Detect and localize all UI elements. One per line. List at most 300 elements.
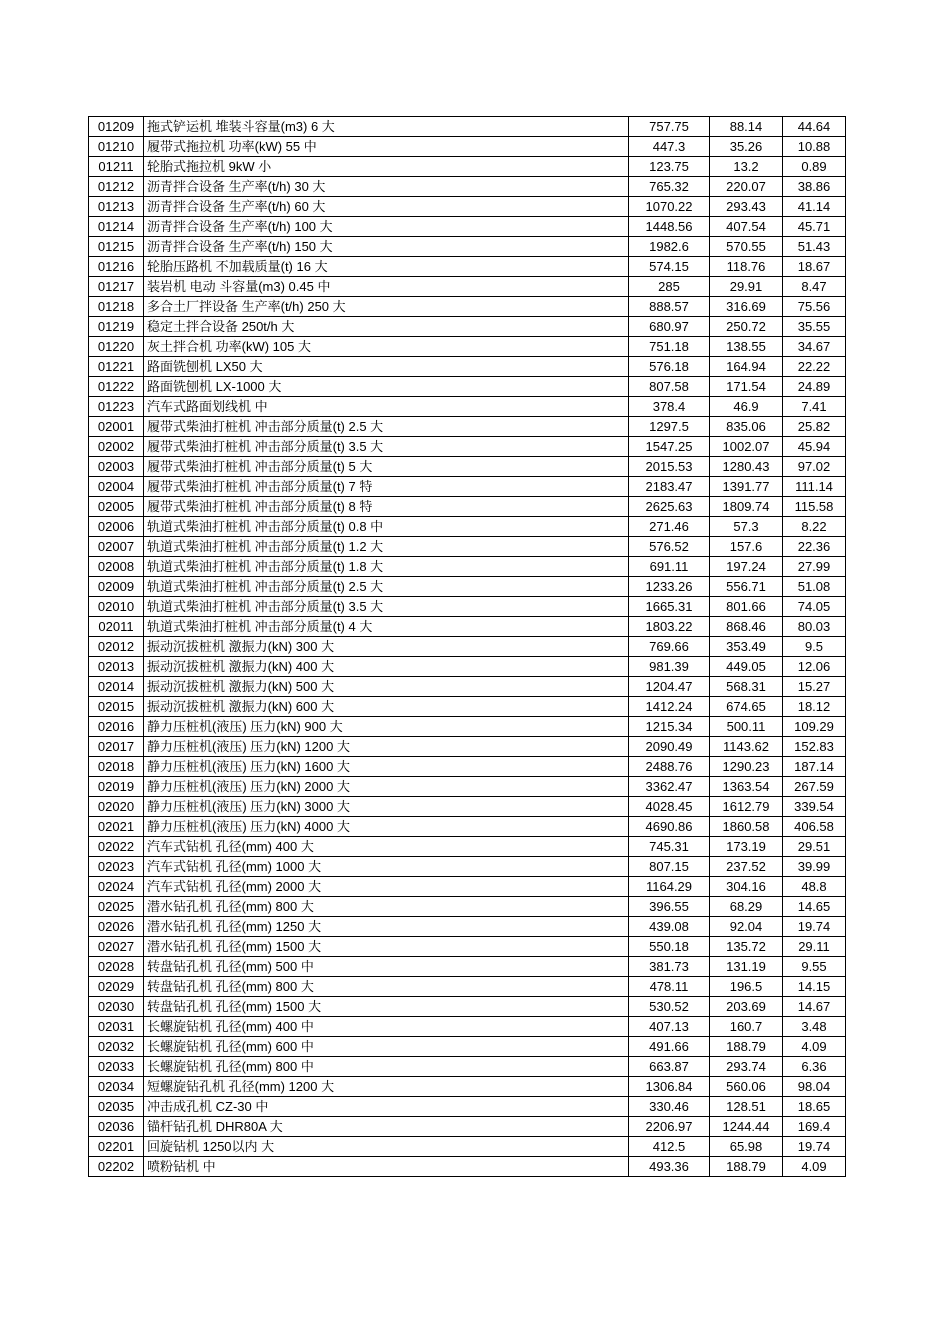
machine-name-cell: 回旋钻机 1250以内 大: [144, 1137, 629, 1157]
machine-code-cell: 01214: [89, 217, 144, 237]
repair-cost-cell: 45.94: [783, 437, 846, 457]
price-cell: 757.75: [629, 117, 710, 137]
depreciation-cell: 203.69: [710, 997, 783, 1017]
repair-cost-cell: 14.65: [783, 897, 846, 917]
table-row: [89, 377, 846, 397]
repair-cost-cell: 152.83: [783, 737, 846, 757]
price-cell: 1448.56: [629, 217, 710, 237]
price-cell: 1665.31: [629, 597, 710, 617]
depreciation-cell: 131.19: [710, 957, 783, 977]
depreciation-cell: 353.49: [710, 637, 783, 657]
table-row: [89, 577, 846, 597]
price-cell: 680.97: [629, 317, 710, 337]
depreciation-cell: 868.46: [710, 617, 783, 637]
price-cell: 981.39: [629, 657, 710, 677]
price-cell: 412.5: [629, 1137, 710, 1157]
machine-name-cell: 履带式柴油打桩机 冲击部分质量(t) 7 特: [144, 477, 629, 497]
machine-code-cell: 01211: [89, 157, 144, 177]
table-row: [89, 797, 846, 817]
table-row: [89, 517, 846, 537]
depreciation-cell: 1391.77: [710, 477, 783, 497]
price-cell: 1412.24: [629, 697, 710, 717]
depreciation-cell: 173.19: [710, 837, 783, 857]
machine-code-cell: 01223: [89, 397, 144, 417]
machine-code-cell: 02007: [89, 537, 144, 557]
depreciation-cell: 138.55: [710, 337, 783, 357]
table-row: [89, 537, 846, 557]
table-row: [89, 1057, 846, 1077]
depreciation-cell: 1244.44: [710, 1117, 783, 1137]
price-cell: 378.4: [629, 397, 710, 417]
repair-cost-cell: 44.64: [783, 117, 846, 137]
machine-name-cell: 静力压桩机(液压) 压力(kN) 4000 大: [144, 817, 629, 837]
depreciation-cell: 65.98: [710, 1137, 783, 1157]
depreciation-cell: 1002.07: [710, 437, 783, 457]
depreciation-cell: 118.76: [710, 257, 783, 277]
machine-name-cell: 短螺旋钻孔机 孔径(mm) 1200 大: [144, 1077, 629, 1097]
depreciation-cell: 570.55: [710, 237, 783, 257]
machine-name-cell: 履带式柴油打桩机 冲击部分质量(t) 2.5 大: [144, 417, 629, 437]
machine-name-cell: 静力压桩机(液压) 压力(kN) 1600 大: [144, 757, 629, 777]
table-row: [89, 737, 846, 757]
table-body: [89, 117, 846, 1177]
price-cell: 2206.97: [629, 1117, 710, 1137]
repair-cost-cell: 6.36: [783, 1057, 846, 1077]
table-row: [89, 937, 846, 957]
price-cell: 4028.45: [629, 797, 710, 817]
machine-name-cell: 静力压桩机(液压) 压力(kN) 3000 大: [144, 797, 629, 817]
price-cell: 285: [629, 277, 710, 297]
price-cell: 663.87: [629, 1057, 710, 1077]
depreciation-cell: 196.5: [710, 977, 783, 997]
repair-cost-cell: 41.14: [783, 197, 846, 217]
repair-cost-cell: 34.67: [783, 337, 846, 357]
machine-code-cell: 02026: [89, 917, 144, 937]
repair-cost-cell: 98.04: [783, 1077, 846, 1097]
repair-cost-cell: 109.29: [783, 717, 846, 737]
price-cell: 1070.22: [629, 197, 710, 217]
machine-name-cell: 轨道式柴油打桩机 冲击部分质量(t) 1.8 大: [144, 557, 629, 577]
machine-name-cell: 汽车式钻机 孔径(mm) 2000 大: [144, 877, 629, 897]
table-row: [89, 157, 846, 177]
table-row: [89, 957, 846, 977]
machine-name-cell: 长螺旋钻机 孔径(mm) 600 中: [144, 1037, 629, 1057]
repair-cost-cell: 22.36: [783, 537, 846, 557]
machine-name-cell: 静力压桩机(液压) 压力(kN) 900 大: [144, 717, 629, 737]
machine-code-cell: 01222: [89, 377, 144, 397]
table-row: [89, 817, 846, 837]
machine-name-cell: 装岩机 电动 斗容量(m3) 0.45 中: [144, 277, 629, 297]
machine-code-cell: 02034: [89, 1077, 144, 1097]
repair-cost-cell: 22.22: [783, 357, 846, 377]
table-row: [89, 237, 846, 257]
machine-name-cell: 转盘钻孔机 孔径(mm) 500 中: [144, 957, 629, 977]
repair-cost-cell: 18.65: [783, 1097, 846, 1117]
depreciation-cell: 135.72: [710, 937, 783, 957]
machine-code-cell: 02031: [89, 1017, 144, 1037]
table-row: [89, 857, 846, 877]
depreciation-cell: 556.71: [710, 577, 783, 597]
price-cell: 407.13: [629, 1017, 710, 1037]
machine-name-cell: 履带式柴油打桩机 冲击部分质量(t) 3.5 大: [144, 437, 629, 457]
machine-code-cell: 02010: [89, 597, 144, 617]
repair-cost-cell: 7.41: [783, 397, 846, 417]
repair-cost-cell: 169.4: [783, 1117, 846, 1137]
depreciation-cell: 35.26: [710, 137, 783, 157]
depreciation-cell: 171.54: [710, 377, 783, 397]
price-cell: 381.73: [629, 957, 710, 977]
price-cell: 1803.22: [629, 617, 710, 637]
machine-code-cell: 02032: [89, 1037, 144, 1057]
repair-cost-cell: 115.58: [783, 497, 846, 517]
machine-name-cell: 长螺旋钻机 孔径(mm) 800 中: [144, 1057, 629, 1077]
price-cell: 478.11: [629, 977, 710, 997]
machine-code-cell: 02030: [89, 997, 144, 1017]
machine-name-cell: 锚杆钻孔机 DHR80A 大: [144, 1117, 629, 1137]
table-row: [89, 1017, 846, 1037]
machine-code-cell: 01216: [89, 257, 144, 277]
machine-code-cell: 02018: [89, 757, 144, 777]
repair-cost-cell: 406.58: [783, 817, 846, 837]
machine-name-cell: 轨道式柴油打桩机 冲击部分质量(t) 1.2 大: [144, 537, 629, 557]
machine-name-cell: 振动沉拔桩机 激振力(kN) 500 大: [144, 677, 629, 697]
depreciation-cell: 1363.54: [710, 777, 783, 797]
machine-name-cell: 沥青拌合设备 生产率(t/h) 100 大: [144, 217, 629, 237]
table-row: [89, 1077, 846, 1097]
price-cell: 447.3: [629, 137, 710, 157]
price-cell: 1233.26: [629, 577, 710, 597]
depreciation-cell: 57.3: [710, 517, 783, 537]
table-row: [89, 297, 846, 317]
price-cell: 745.31: [629, 837, 710, 857]
table-row: [89, 137, 846, 157]
machinery-price-table: [88, 116, 846, 1177]
depreciation-cell: 801.66: [710, 597, 783, 617]
table-row: [89, 337, 846, 357]
repair-cost-cell: 4.09: [783, 1157, 846, 1177]
machine-name-cell: 轨道式柴油打桩机 冲击部分质量(t) 3.5 大: [144, 597, 629, 617]
price-cell: 2090.49: [629, 737, 710, 757]
machine-code-cell: 02028: [89, 957, 144, 977]
machine-name-cell: 转盘钻孔机 孔径(mm) 800 大: [144, 977, 629, 997]
table-row: [89, 557, 846, 577]
machine-code-cell: 01219: [89, 317, 144, 337]
machine-code-cell: 01210: [89, 137, 144, 157]
machine-name-cell: 喷粉钻机 中: [144, 1157, 629, 1177]
machine-code-cell: 02022: [89, 837, 144, 857]
machine-code-cell: 01220: [89, 337, 144, 357]
repair-cost-cell: 10.88: [783, 137, 846, 157]
repair-cost-cell: 74.05: [783, 597, 846, 617]
depreciation-cell: 188.79: [710, 1157, 783, 1177]
depreciation-cell: 1143.62: [710, 737, 783, 757]
repair-cost-cell: 9.5: [783, 637, 846, 657]
depreciation-cell: 68.29: [710, 897, 783, 917]
repair-cost-cell: 97.02: [783, 457, 846, 477]
depreciation-cell: 560.06: [710, 1077, 783, 1097]
depreciation-cell: 46.9: [710, 397, 783, 417]
table-row: [89, 637, 846, 657]
price-cell: 493.36: [629, 1157, 710, 1177]
machine-name-cell: 潜水钻孔机 孔径(mm) 1250 大: [144, 917, 629, 937]
machine-code-cell: 02027: [89, 937, 144, 957]
machine-code-cell: 02036: [89, 1117, 144, 1137]
table-row: [89, 117, 846, 137]
machine-name-cell: 振动沉拔桩机 激振力(kN) 600 大: [144, 697, 629, 717]
machine-code-cell: 02001: [89, 417, 144, 437]
repair-cost-cell: 0.89: [783, 157, 846, 177]
machine-code-cell: 02013: [89, 657, 144, 677]
price-cell: 396.55: [629, 897, 710, 917]
depreciation-cell: 220.07: [710, 177, 783, 197]
price-cell: 330.46: [629, 1097, 710, 1117]
price-cell: 3362.47: [629, 777, 710, 797]
machine-name-cell: 轮胎式拖拉机 9kW 小: [144, 157, 629, 177]
machine-name-cell: 稳定土拌合设备 250t/h 大: [144, 317, 629, 337]
depreciation-cell: 197.24: [710, 557, 783, 577]
machine-name-cell: 潜水钻孔机 孔径(mm) 1500 大: [144, 937, 629, 957]
machine-name-cell: 潜水钻孔机 孔径(mm) 800 大: [144, 897, 629, 917]
repair-cost-cell: 14.15: [783, 977, 846, 997]
repair-cost-cell: 339.54: [783, 797, 846, 817]
machine-name-cell: 履带式拖拉机 功率(kW) 55 中: [144, 137, 629, 157]
machine-code-cell: 02008: [89, 557, 144, 577]
repair-cost-cell: 8.47: [783, 277, 846, 297]
depreciation-cell: 449.05: [710, 657, 783, 677]
repair-cost-cell: 51.08: [783, 577, 846, 597]
machine-code-cell: 02202: [89, 1157, 144, 1177]
machine-code-cell: 01215: [89, 237, 144, 257]
repair-cost-cell: 45.71: [783, 217, 846, 237]
table-row: [89, 717, 846, 737]
depreciation-cell: 13.2: [710, 157, 783, 177]
machine-code-cell: 01213: [89, 197, 144, 217]
depreciation-cell: 188.79: [710, 1037, 783, 1057]
machine-name-cell: 沥青拌合设备 生产率(t/h) 30 大: [144, 177, 629, 197]
machine-name-cell: 汽车式钻机 孔径(mm) 1000 大: [144, 857, 629, 877]
machine-code-cell: 02012: [89, 637, 144, 657]
price-cell: 1306.84: [629, 1077, 710, 1097]
depreciation-cell: 250.72: [710, 317, 783, 337]
price-cell: 491.66: [629, 1037, 710, 1057]
table-row: [89, 277, 846, 297]
machine-name-cell: 轨道式柴油打桩机 冲击部分质量(t) 4 大: [144, 617, 629, 637]
machine-code-cell: 01212: [89, 177, 144, 197]
depreciation-cell: 88.14: [710, 117, 783, 137]
machine-name-cell: 静力压桩机(液压) 压力(kN) 1200 大: [144, 737, 629, 757]
depreciation-cell: 293.43: [710, 197, 783, 217]
price-cell: 888.57: [629, 297, 710, 317]
table-row: [89, 917, 846, 937]
depreciation-cell: 1612.79: [710, 797, 783, 817]
depreciation-cell: 835.06: [710, 417, 783, 437]
repair-cost-cell: 12.06: [783, 657, 846, 677]
table-row: [89, 597, 846, 617]
repair-cost-cell: 29.11: [783, 937, 846, 957]
table-row: [89, 437, 846, 457]
repair-cost-cell: 25.82: [783, 417, 846, 437]
repair-cost-cell: 48.8: [783, 877, 846, 897]
machine-code-cell: 02024: [89, 877, 144, 897]
table-row: [89, 457, 846, 477]
table-row: [89, 357, 846, 377]
table-row: [89, 1117, 846, 1137]
depreciation-cell: 407.54: [710, 217, 783, 237]
machine-code-cell: 02014: [89, 677, 144, 697]
repair-cost-cell: 75.56: [783, 297, 846, 317]
price-cell: 1164.29: [629, 877, 710, 897]
machine-code-cell: 02019: [89, 777, 144, 797]
depreciation-cell: 316.69: [710, 297, 783, 317]
machine-name-cell: 汽车式钻机 孔径(mm) 400 大: [144, 837, 629, 857]
repair-cost-cell: 3.48: [783, 1017, 846, 1037]
table-row: [89, 417, 846, 437]
table-row: [89, 177, 846, 197]
machine-code-cell: 01218: [89, 297, 144, 317]
price-cell: 691.11: [629, 557, 710, 577]
table-row: [89, 397, 846, 417]
machine-name-cell: 灰土拌合机 功率(kW) 105 大: [144, 337, 629, 357]
machine-name-cell: 静力压桩机(液压) 压力(kN) 2000 大: [144, 777, 629, 797]
machine-code-cell: 02020: [89, 797, 144, 817]
repair-cost-cell: 267.59: [783, 777, 846, 797]
machine-name-cell: 冲击成孔机 CZ-30 中: [144, 1097, 629, 1117]
machine-code-cell: 01217: [89, 277, 144, 297]
machine-code-cell: 02006: [89, 517, 144, 537]
table-row: [89, 977, 846, 997]
machine-code-cell: 02025: [89, 897, 144, 917]
machine-name-cell: 沥青拌合设备 生产率(t/h) 150 大: [144, 237, 629, 257]
table-row: [89, 497, 846, 517]
price-cell: 530.52: [629, 997, 710, 1017]
machine-name-cell: 振动沉拔桩机 激振力(kN) 300 大: [144, 637, 629, 657]
repair-cost-cell: 4.09: [783, 1037, 846, 1057]
machine-code-cell: 02003: [89, 457, 144, 477]
repair-cost-cell: 9.55: [783, 957, 846, 977]
table-row: [89, 837, 846, 857]
table-row: [89, 217, 846, 237]
table-row: [89, 677, 846, 697]
repair-cost-cell: 29.51: [783, 837, 846, 857]
depreciation-cell: 1280.43: [710, 457, 783, 477]
table-row: [89, 617, 846, 637]
machine-code-cell: 02017: [89, 737, 144, 757]
table-row: [89, 997, 846, 1017]
depreciation-cell: 1290.23: [710, 757, 783, 777]
depreciation-cell: 157.6: [710, 537, 783, 557]
price-cell: 574.15: [629, 257, 710, 277]
price-cell: 2488.76: [629, 757, 710, 777]
repair-cost-cell: 187.14: [783, 757, 846, 777]
depreciation-cell: 293.74: [710, 1057, 783, 1077]
price-cell: 576.18: [629, 357, 710, 377]
machine-code-cell: 01221: [89, 357, 144, 377]
machine-name-cell: 路面铣刨机 LX50 大: [144, 357, 629, 377]
repair-cost-cell: 24.89: [783, 377, 846, 397]
price-cell: 807.58: [629, 377, 710, 397]
repair-cost-cell: 14.67: [783, 997, 846, 1017]
machine-name-cell: 轨道式柴油打桩机 冲击部分质量(t) 0.8 中: [144, 517, 629, 537]
machine-name-cell: 路面铣刨机 LX-1000 大: [144, 377, 629, 397]
price-cell: 807.15: [629, 857, 710, 877]
machine-name-cell: 履带式柴油打桩机 冲击部分质量(t) 8 特: [144, 497, 629, 517]
price-cell: 1297.5: [629, 417, 710, 437]
machine-name-cell: 履带式柴油打桩机 冲击部分质量(t) 5 大: [144, 457, 629, 477]
price-cell: 439.08: [629, 917, 710, 937]
repair-cost-cell: 80.03: [783, 617, 846, 637]
machine-code-cell: 02002: [89, 437, 144, 457]
price-cell: 1982.6: [629, 237, 710, 257]
repair-cost-cell: 8.22: [783, 517, 846, 537]
repair-cost-cell: 39.99: [783, 857, 846, 877]
price-cell: 751.18: [629, 337, 710, 357]
price-cell: 2625.63: [629, 497, 710, 517]
machine-code-cell: 02033: [89, 1057, 144, 1077]
table-row: [89, 697, 846, 717]
machine-code-cell: 02029: [89, 977, 144, 997]
machine-name-cell: 转盘钻孔机 孔径(mm) 1500 大: [144, 997, 629, 1017]
table-row: [89, 877, 846, 897]
machine-code-cell: 01209: [89, 117, 144, 137]
machine-code-cell: 02021: [89, 817, 144, 837]
table-row: [89, 1037, 846, 1057]
table-row: [89, 317, 846, 337]
machine-code-cell: 02035: [89, 1097, 144, 1117]
table-row: [89, 757, 846, 777]
price-cell: 123.75: [629, 157, 710, 177]
depreciation-cell: 1809.74: [710, 497, 783, 517]
machine-code-cell: 02201: [89, 1137, 144, 1157]
price-cell: 271.46: [629, 517, 710, 537]
price-cell: 765.32: [629, 177, 710, 197]
machine-name-cell: 拖式铲运机 堆装斗容量(m3) 6 大: [144, 117, 629, 137]
repair-cost-cell: 18.12: [783, 697, 846, 717]
machine-name-cell: 长螺旋钻机 孔径(mm) 400 中: [144, 1017, 629, 1037]
depreciation-cell: 304.16: [710, 877, 783, 897]
machine-code-cell: 02005: [89, 497, 144, 517]
repair-cost-cell: 19.74: [783, 917, 846, 937]
depreciation-cell: 92.04: [710, 917, 783, 937]
depreciation-cell: 568.31: [710, 677, 783, 697]
depreciation-cell: 237.52: [710, 857, 783, 877]
depreciation-cell: 128.51: [710, 1097, 783, 1117]
table-row: [89, 897, 846, 917]
price-cell: 2183.47: [629, 477, 710, 497]
depreciation-cell: 164.94: [710, 357, 783, 377]
price-cell: 1215.34: [629, 717, 710, 737]
machine-name-cell: 汽车式路面划线机 中: [144, 397, 629, 417]
machine-code-cell: 02015: [89, 697, 144, 717]
repair-cost-cell: 51.43: [783, 237, 846, 257]
depreciation-cell: 500.11: [710, 717, 783, 737]
depreciation-cell: 160.7: [710, 1017, 783, 1037]
price-cell: 2015.53: [629, 457, 710, 477]
repair-cost-cell: 19.74: [783, 1137, 846, 1157]
repair-cost-cell: 35.55: [783, 317, 846, 337]
machine-code-cell: 02004: [89, 477, 144, 497]
table-row: [89, 197, 846, 217]
machine-code-cell: 02011: [89, 617, 144, 637]
price-cell: 550.18: [629, 937, 710, 957]
price-cell: 1204.47: [629, 677, 710, 697]
table-row: [89, 777, 846, 797]
machine-name-cell: 多合土厂拌设备 生产率(t/h) 250 大: [144, 297, 629, 317]
price-cell: 576.52: [629, 537, 710, 557]
repair-cost-cell: 111.14: [783, 477, 846, 497]
table-row: [89, 477, 846, 497]
depreciation-cell: 674.65: [710, 697, 783, 717]
depreciation-cell: 29.91: [710, 277, 783, 297]
